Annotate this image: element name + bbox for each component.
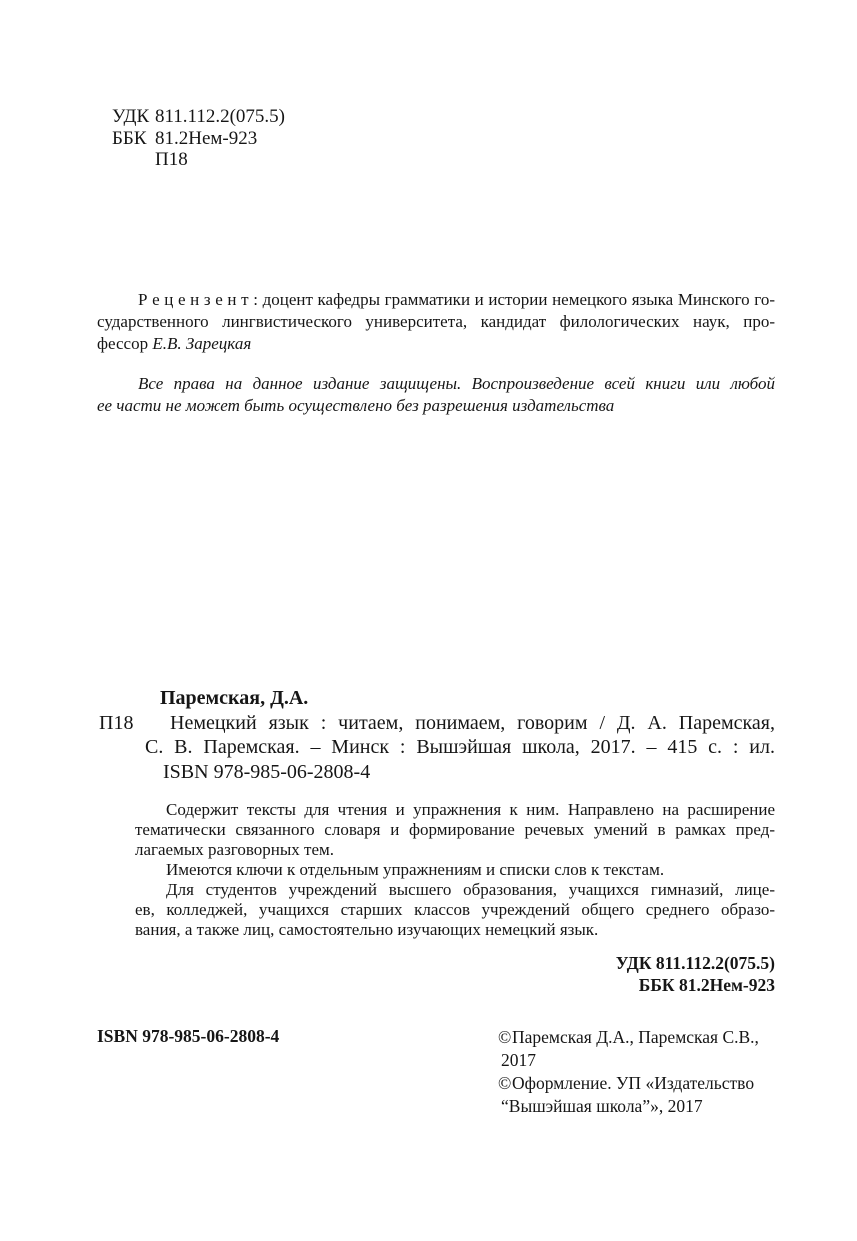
catalog-title-line-2: С. В. Паремская. – Минск : Вышэйшая школа, 2017. – 415 с. : ил. bbox=[145, 736, 775, 759]
rights-line-1: Все права на данное издание защищены. Воспроизведение всей книги или любой bbox=[138, 374, 775, 393]
catalog-isbn: ISBN 978-985-06-2808-4 bbox=[163, 760, 371, 783]
annotation-p2-line-1: Имеются ключи к отдельным упражнениям и списки слов к текстам. bbox=[166, 860, 665, 879]
rights-line-2: ее части не может быть осуществлено без разрешения издательства bbox=[97, 396, 615, 415]
reviewer-line-1: Р е ц е н з е н т : доцент кафедры грамматики и истории немецкого языка Минского го- bbox=[138, 290, 775, 309]
reviewer-paragraph bbox=[97, 289, 775, 355]
author-sign-row bbox=[112, 149, 285, 171]
isbn-footer: ISBN 978-985-06-2808-4 bbox=[97, 1026, 280, 1046]
catalog-author-sign: П18 bbox=[99, 711, 134, 734]
author-sign: П18 bbox=[155, 149, 188, 170]
author-sign-spacer bbox=[112, 149, 155, 171]
copyright-authors-line-1: Паремская Д.А., Паремская С.В., bbox=[512, 1027, 759, 1047]
copyright-authors-line-2: 2017 bbox=[501, 1050, 536, 1070]
udk-label: УДК bbox=[112, 106, 150, 127]
reviewer-line-3-prefix: фессор bbox=[97, 334, 153, 353]
bbk-value: 81.2Нем-923 bbox=[155, 127, 258, 149]
copyright-publisher bbox=[498, 1072, 793, 1118]
udk-value: 811.112.2(075.5) bbox=[155, 106, 285, 127]
catalog-entry bbox=[97, 686, 775, 784]
catalog-author-heading: Паремская, Д.А. bbox=[160, 687, 309, 709]
bbk-row bbox=[112, 128, 285, 150]
catalog-title-line-1: Немецкий язык : читаем, понимаем, говорим / Д. А. Паремская, bbox=[170, 711, 775, 734]
bbk-bold: ББК 81.2Нем-923 bbox=[638, 975, 775, 995]
annotation-p3-line-2: ев, колледжей, учащихся старших классов учреждений общего среднего образо- bbox=[135, 900, 775, 919]
annotation-p1-line-1: Содержит тексты для чтения и упражнения к ним. Направлено на расширение bbox=[166, 800, 775, 819]
reviewer-name: Е.В. Зарецкая bbox=[152, 334, 252, 353]
udk-row bbox=[112, 106, 285, 128]
annotation-p3-line-1: Для студентов учреждений высшего образования, учащихся гимназий, лице- bbox=[166, 880, 775, 899]
reviewer-line-3 bbox=[97, 333, 775, 355]
copyright-publisher-line-2: “Вышэйшая школа”», 2017 bbox=[501, 1096, 703, 1116]
top-classification-block bbox=[112, 106, 285, 171]
copyright-publisher-line-1: Оформление. УП «Издательство bbox=[512, 1073, 755, 1093]
copyright-authors bbox=[498, 1026, 793, 1072]
rights-notice bbox=[97, 373, 775, 417]
annotation-block bbox=[135, 800, 775, 940]
copyright-block bbox=[498, 1026, 793, 1118]
annotation-p3-line-3: вания, а также лиц, самостоятельно изучающих немецкий язык. bbox=[135, 920, 599, 939]
copyright-icon: © bbox=[498, 1073, 512, 1093]
bottom-classification-block bbox=[616, 952, 775, 996]
bbk-label: ББК bbox=[112, 127, 147, 149]
annotation-p1-line-3: лагаемых разговорных тем. bbox=[135, 840, 334, 859]
copyright-icon: © bbox=[498, 1027, 512, 1047]
annotation-p1-line-2: тематически связанного словаря и формирование речевых умений в рамках пред- bbox=[135, 820, 775, 839]
udk-bold: УДК 811.112.2(075.5) bbox=[615, 953, 775, 973]
reviewer-line-2: сударственного лингвистического университета, кандидат филологических наук, про- bbox=[97, 312, 775, 331]
